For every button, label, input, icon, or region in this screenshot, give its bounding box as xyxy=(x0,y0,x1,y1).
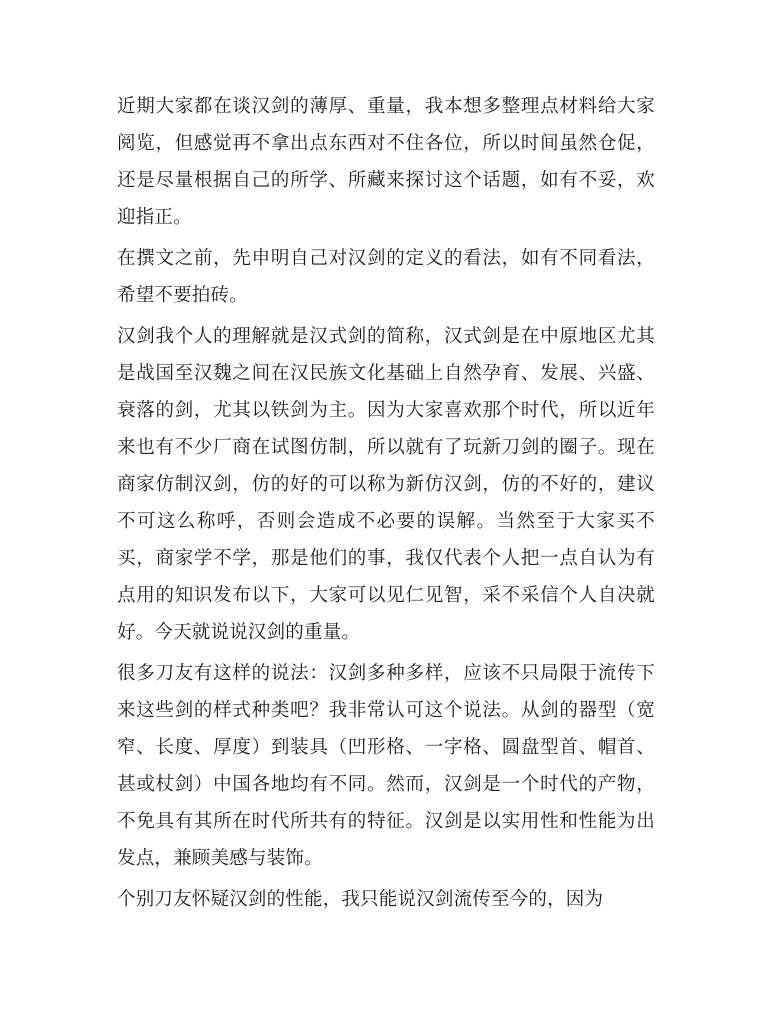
paragraph-sword-variety: 很多刀友有这样的说法：汉剑多种多样，应该不只局限于流传下来这些剑的样式种类吧？我非常认可这个说法。从剑的器型（宽窄、长度、厚度）到装具（凹形格、一字格、圆盘型首、帽首、甚或杖剑）中国各地均有不同。然而，汉剑是一个时代的产物，不免具有其所在时代所共有的特征。汉剑是以实用性和性能为出发点，兼顾美感与装饰。 xyxy=(117,663,655,869)
paragraph-performance: 个别刀友怀疑汉剑的性能，我只能说汉剑流传至今的，因为 xyxy=(117,889,604,910)
document-body xyxy=(117,88,655,922)
paragraph-definition-note: 在撰文之前，先申明自己对汉剑的定义的看法，如有不同看法，希望不要拍砖。 xyxy=(117,248,655,306)
paragraph-intro: 近期大家都在谈汉剑的薄厚、重量，我本想多整理点材料给大家阅览，但感觉再不拿出点东西对不住各位，所以时间虽然仓促，还是尽量根据自己的所学、所藏来探讨这个话题，如有不妥，欢迎指正。 xyxy=(117,96,655,228)
paragraph-han-sword-definition: 汉剑我个人的理解就是汉式剑的简称，汉式剑是在中原地区尤其是战国至汉魏之间在汉民族文化基础上自然孕育、发展、兴盛、衰落的剑，尤其以铁剑为主。因为大家喜欢那个时代，所以近年来也有不少厂商在试图仿制，所以就有了玩新刀剑的圈子。现在商家仿制汉剑，仿的好的可以称为新仿汉剑，仿的不好的，建议不可这么称呼，否则会造成不必要的误解。当然至于大家买不买，商家学不学，那是他们的事，我仅代表个人把一点自认为有点用的知识发布以下，大家可以见仁见智，采不采信个人自决就好。今天就说说汉剑的重量。 xyxy=(117,326,655,643)
